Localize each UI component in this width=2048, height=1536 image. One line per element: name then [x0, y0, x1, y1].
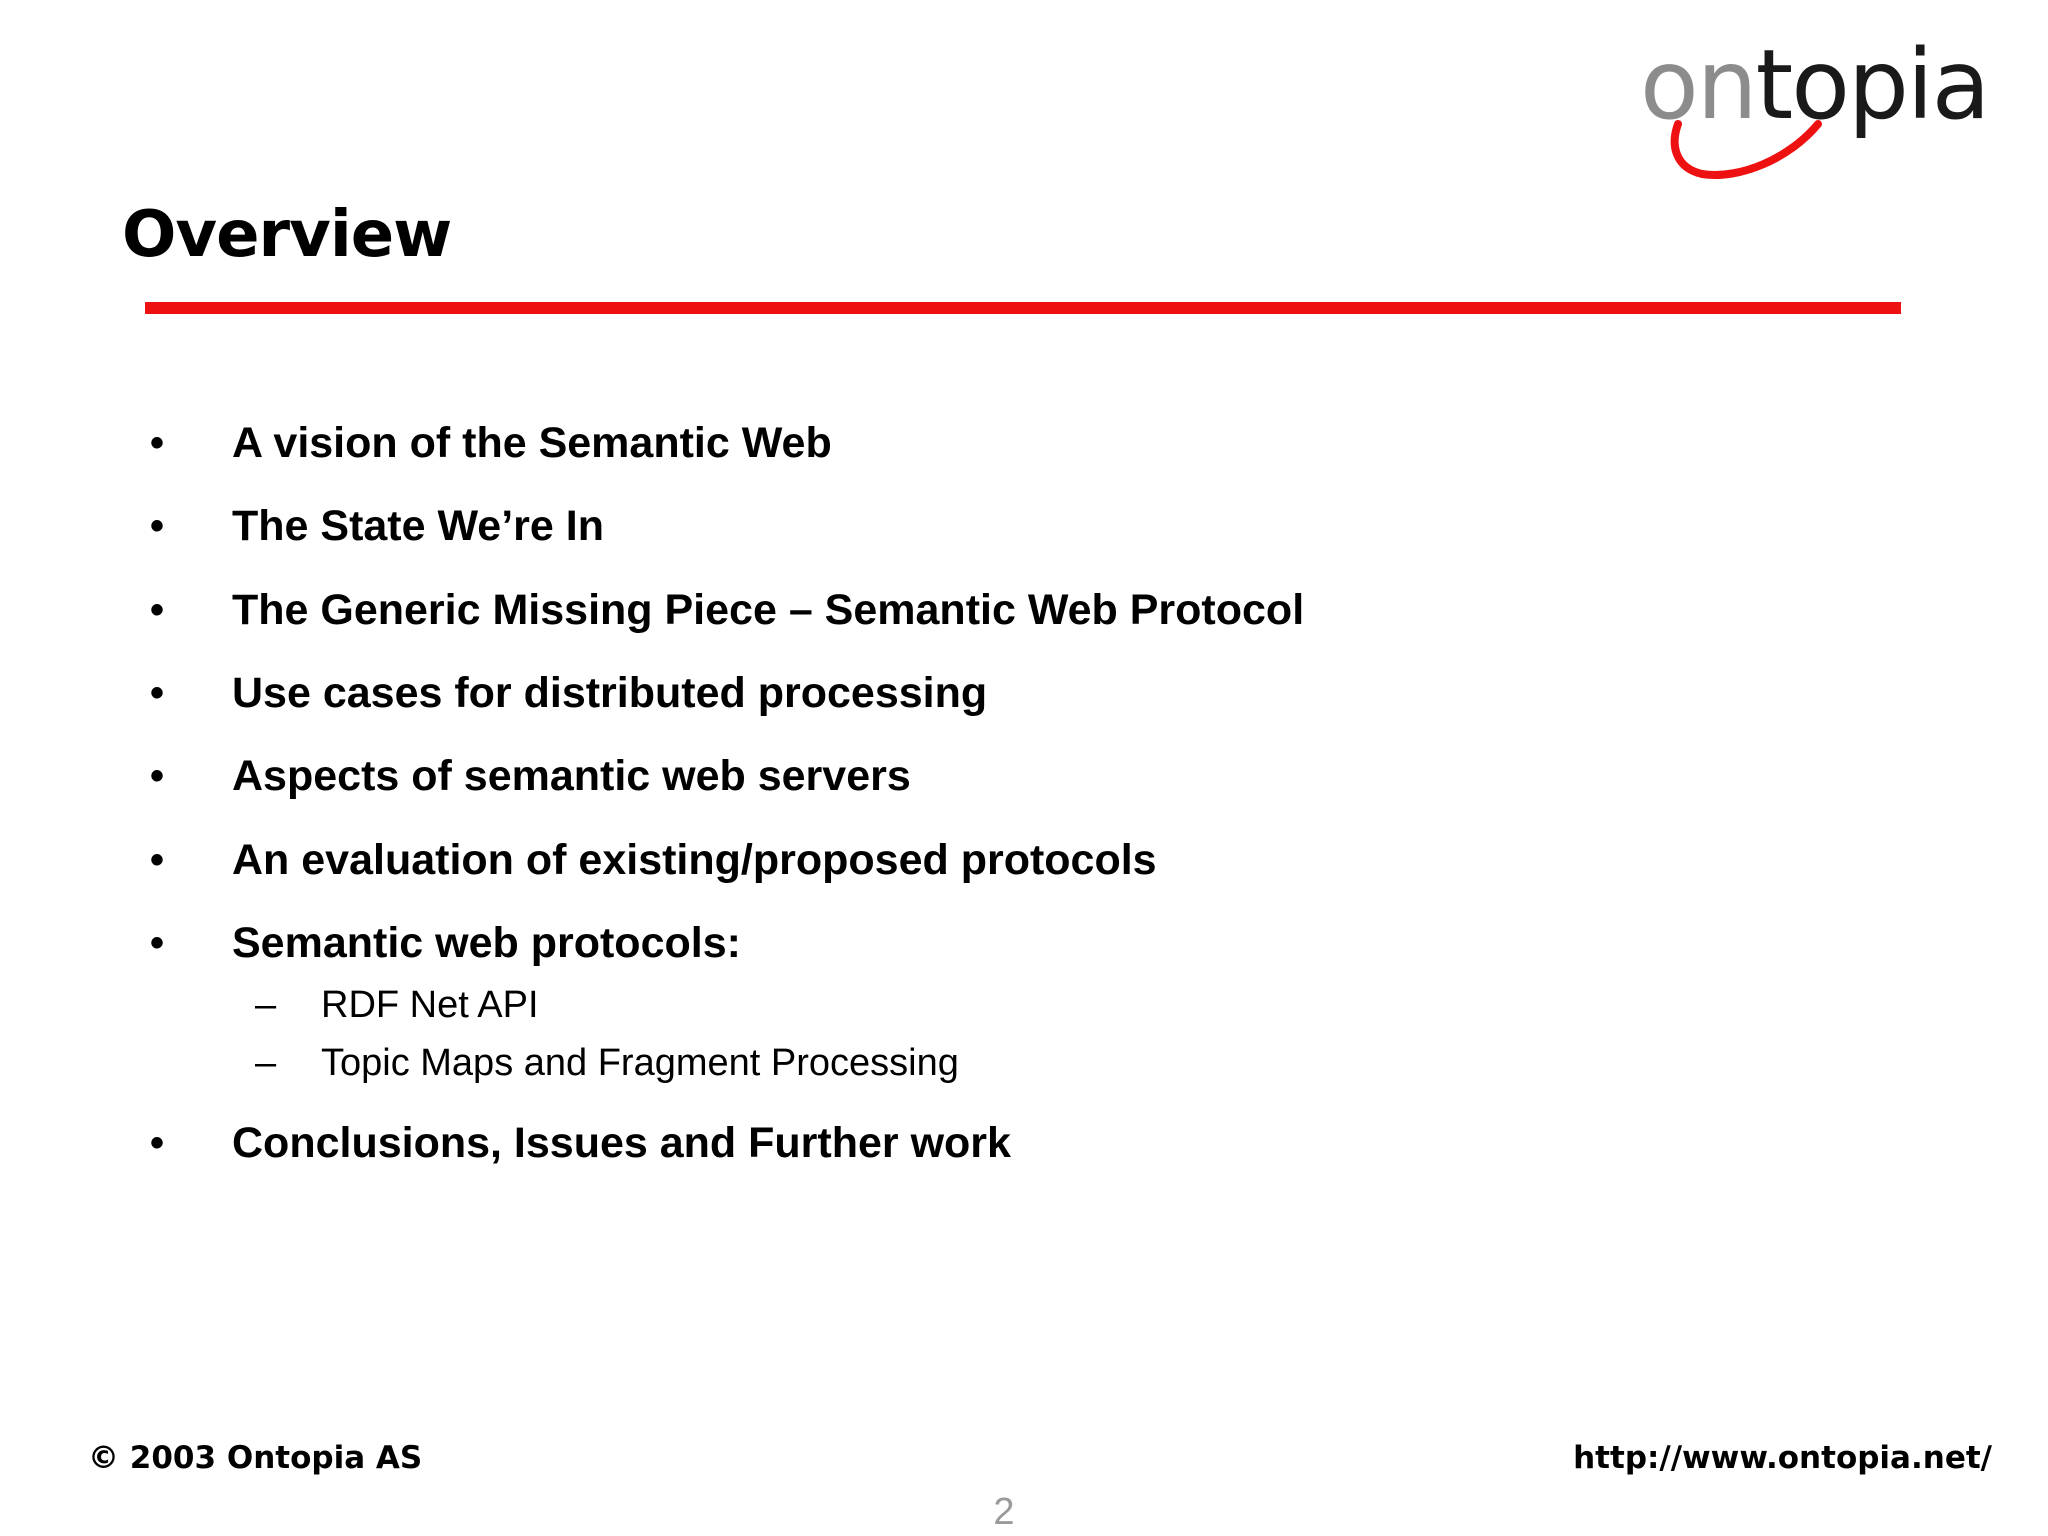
bullet-text: The State We’re In: [232, 502, 604, 550]
bullet-text: Conclusions, Issues and Further work: [232, 1119, 1011, 1167]
page-number: 2: [993, 1491, 1015, 1533]
ontopia-logo-graphic: [1640, 28, 2030, 198]
title-divider: [145, 302, 1901, 314]
bullet-marker: •: [150, 504, 165, 548]
bullet-marker: •: [150, 1121, 165, 1165]
bullet-text: A vision of the Semantic Web: [232, 419, 832, 467]
bullet-text: Semantic web protocols:: [232, 919, 741, 967]
sub-bullet-marker: –: [255, 984, 277, 1026]
copyright-notice: © 2003 Ontopia AS: [88, 1440, 423, 1476]
bullet-text: Aspects of semantic web servers: [232, 752, 911, 800]
logo-text-on: on: [1640, 29, 1756, 141]
bullet-marker: •: [150, 421, 165, 465]
sub-bullet-marker: –: [255, 1042, 277, 1084]
ontopia-logo: [1640, 28, 2030, 198]
bullet-marker: •: [150, 671, 165, 715]
bullet-text: Use cases for distributed processing: [232, 669, 988, 717]
bullet-marker: •: [150, 838, 165, 882]
sub-bullet-text: RDF Net API: [321, 984, 539, 1026]
logo-text-topia: topia: [1755, 29, 1989, 141]
bullet-marker: •: [150, 921, 165, 965]
svg-text:ontopia: [1640, 29, 1988, 141]
footer-url: http://www.ontopia.net/: [1573, 1440, 1992, 1476]
bullet-marker: •: [150, 588, 165, 632]
slide-title: Overview: [122, 198, 452, 272]
bullet-text: The Generic Missing Piece – Semantic Web Protocol: [232, 586, 1305, 634]
sub-bullet-text: Topic Maps and Fragment Processing: [321, 1042, 959, 1084]
bullet-text: An evaluation of existing/proposed protocols: [232, 836, 1157, 884]
bullet-marker: •: [150, 754, 165, 798]
